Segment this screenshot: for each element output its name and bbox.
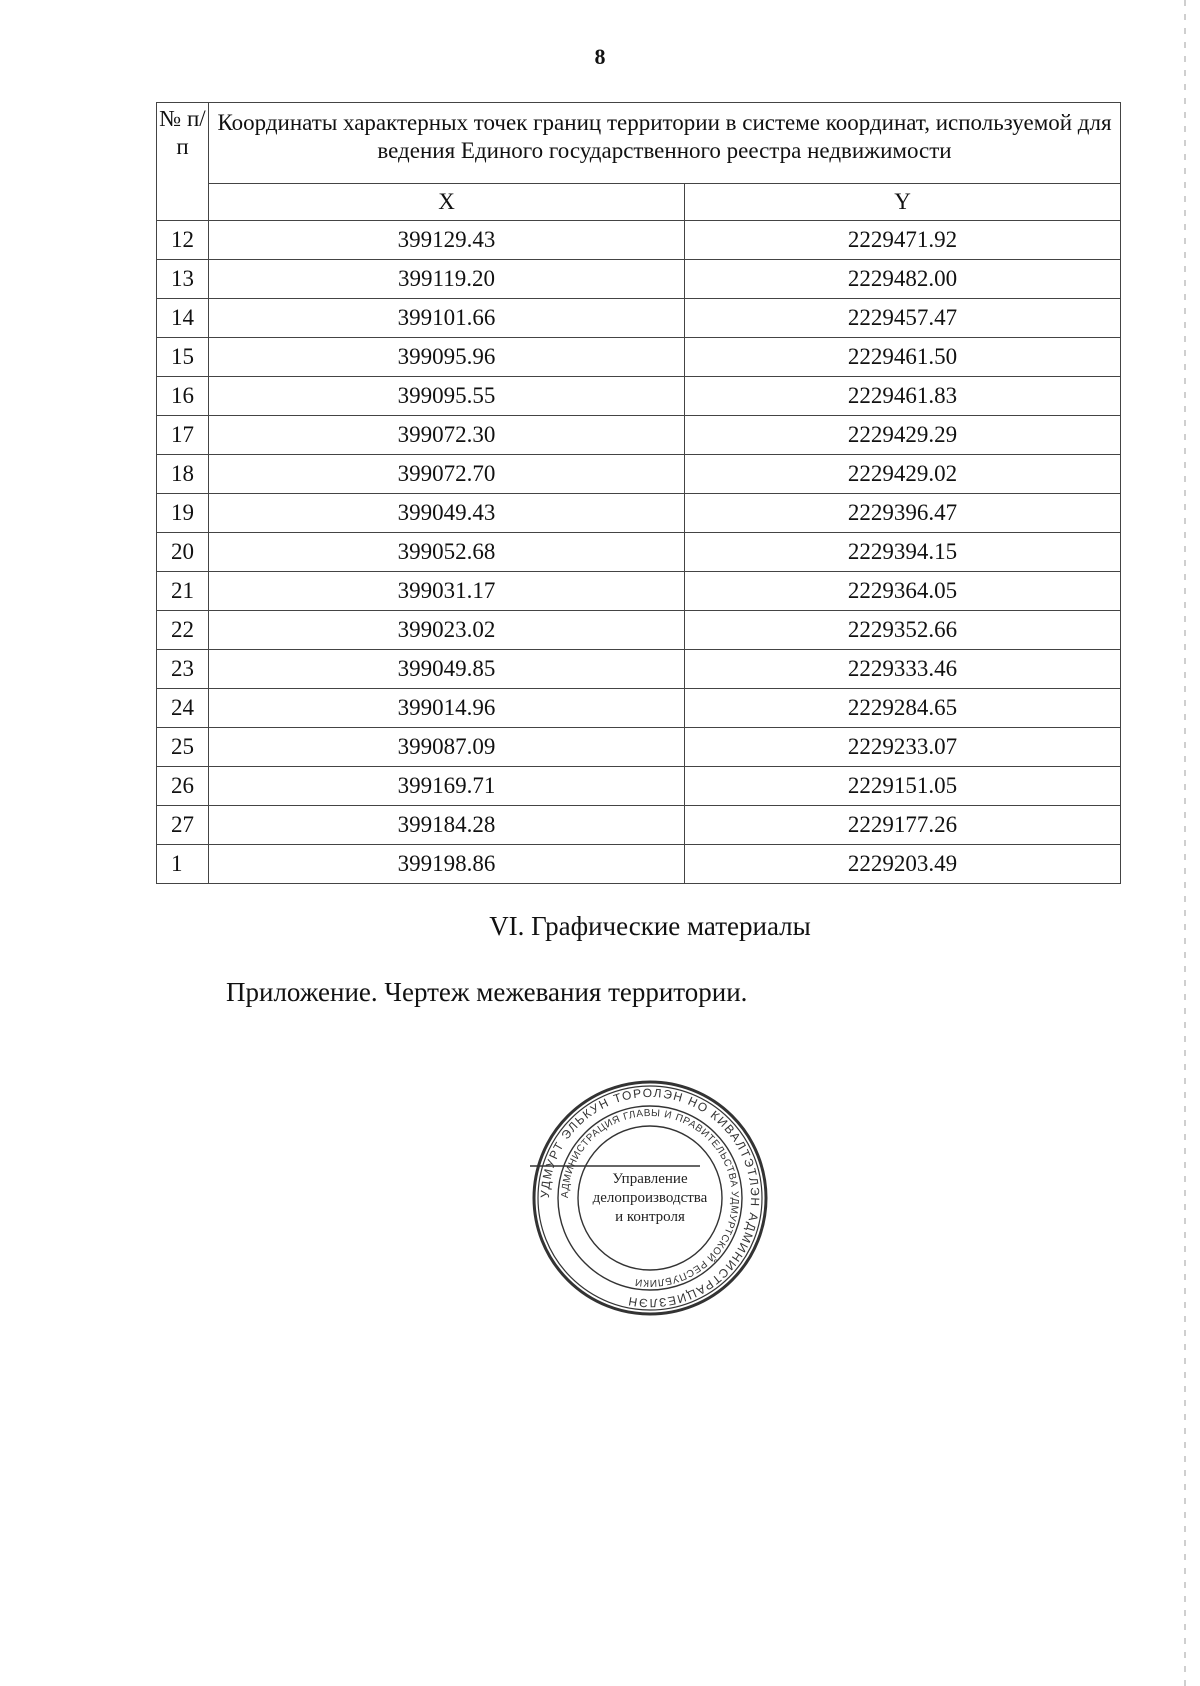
x-coordinate-cell: 399049.43: [209, 494, 685, 533]
x-coordinate-cell: 399101.66: [209, 299, 685, 338]
table-row: [157, 416, 1121, 455]
x-coordinate-cell: 399049.85: [209, 650, 685, 689]
x-coordinate-cell: 399052.68: [209, 533, 685, 572]
x-coordinate-cell: 399031.17: [209, 572, 685, 611]
x-coordinate-cell: 399169.71: [209, 767, 685, 806]
table-row: [157, 338, 1121, 377]
x-coordinate-cell: 399023.02: [209, 611, 685, 650]
table-row: [157, 572, 1121, 611]
y-coordinate-cell: 2229482.00: [685, 260, 1121, 299]
seal-center-line3: и контроля: [615, 1209, 685, 1225]
seal-outer-text: УДМУРТ ЭЛЬКУН ТОРОЛЭН НО КИВАЛТЭТЛЭН АДМИНИСТРАЦИЕЗЛЭН: [537, 1085, 763, 1311]
y-coordinate-cell: 2229429.02: [685, 455, 1121, 494]
official-seal-stamp: [530, 1078, 770, 1318]
page-number: 8: [594, 44, 606, 69]
y-coordinate-cell: 2229396.47: [685, 494, 1121, 533]
table-row: [157, 299, 1121, 338]
row-number-cell: 17: [157, 416, 209, 455]
y-coordinate-cell: 2229471.92: [685, 221, 1121, 260]
header-title: Координаты характерных точек границ территории в системе координат, используемой для ведения Единого государственного реестра недвижимости: [209, 103, 1121, 184]
table-row: [157, 689, 1121, 728]
header-number: № п/п: [157, 103, 209, 221]
y-coordinate-cell: 2229333.46: [685, 650, 1121, 689]
x-coordinate-cell: 399072.30: [209, 416, 685, 455]
x-coordinate-cell: 399014.96: [209, 689, 685, 728]
x-coordinate-cell: 399129.43: [209, 221, 685, 260]
seal-inner-text: АДМИНИСТРАЦИЯ ГЛАВЫ И ПРАВИТЕЛЬСТВА УДМУРТСКОЙ РЕСПУБЛИКИ: [559, 1107, 741, 1289]
row-number-cell: 27: [157, 806, 209, 845]
table-row: [157, 806, 1121, 845]
row-number-cell: 23: [157, 650, 209, 689]
table-row: [157, 377, 1121, 416]
row-number-cell: 25: [157, 728, 209, 767]
y-coordinate-cell: 2229177.26: [685, 806, 1121, 845]
row-number-cell: 26: [157, 767, 209, 806]
scan-edge-artifact: [1184, 0, 1186, 1686]
x-coordinate-cell: 399072.70: [209, 455, 685, 494]
table-row: [157, 611, 1121, 650]
table-row: [157, 845, 1121, 884]
x-coordinate-cell: 399184.28: [209, 806, 685, 845]
row-number-cell: 13: [157, 260, 209, 299]
row-number-cell: 19: [157, 494, 209, 533]
row-number-cell: 1: [157, 845, 209, 884]
y-coordinate-cell: 2229352.66: [685, 611, 1121, 650]
coordinates-table: [156, 102, 1121, 884]
row-number-cell: 14: [157, 299, 209, 338]
row-number-cell: 21: [157, 572, 209, 611]
table-row: [157, 221, 1121, 260]
table-row: [157, 650, 1121, 689]
table-row: [157, 494, 1121, 533]
header-y: Y: [685, 184, 1121, 221]
row-number-cell: 15: [157, 338, 209, 377]
row-number-cell: 22: [157, 611, 209, 650]
appendix-text: Приложение. Чертеж межевания территории.: [226, 977, 748, 1007]
y-coordinate-cell: 2229364.05: [685, 572, 1121, 611]
table-row: [157, 260, 1121, 299]
row-number-cell: 12: [157, 221, 209, 260]
y-coordinate-cell: 2229233.07: [685, 728, 1121, 767]
y-coordinate-cell: 2229394.15: [685, 533, 1121, 572]
seal-center-line1: Управление: [612, 1171, 688, 1187]
table-row: [157, 533, 1121, 572]
section-title: VI. Графические материалы: [489, 911, 811, 941]
x-coordinate-cell: 399095.55: [209, 377, 685, 416]
row-number-cell: 18: [157, 455, 209, 494]
y-coordinate-cell: 2229461.50: [685, 338, 1121, 377]
table-body: [157, 221, 1121, 884]
table-row: [157, 728, 1121, 767]
y-coordinate-cell: 2229429.29: [685, 416, 1121, 455]
y-coordinate-cell: 2229151.05: [685, 767, 1121, 806]
seal-center-line2: делопроизводства: [592, 1190, 708, 1206]
x-coordinate-cell: 399198.86: [209, 845, 685, 884]
y-coordinate-cell: 2229203.49: [685, 845, 1121, 884]
header-x: X: [209, 184, 685, 221]
table-row: [157, 767, 1121, 806]
y-coordinate-cell: 2229457.47: [685, 299, 1121, 338]
row-number-cell: 16: [157, 377, 209, 416]
y-coordinate-cell: 2229461.83: [685, 377, 1121, 416]
y-coordinate-cell: 2229284.65: [685, 689, 1121, 728]
x-coordinate-cell: 399087.09: [209, 728, 685, 767]
row-number-cell: 20: [157, 533, 209, 572]
x-coordinate-cell: 399119.20: [209, 260, 685, 299]
table-row: [157, 455, 1121, 494]
row-number-cell: 24: [157, 689, 209, 728]
x-coordinate-cell: 399095.96: [209, 338, 685, 377]
